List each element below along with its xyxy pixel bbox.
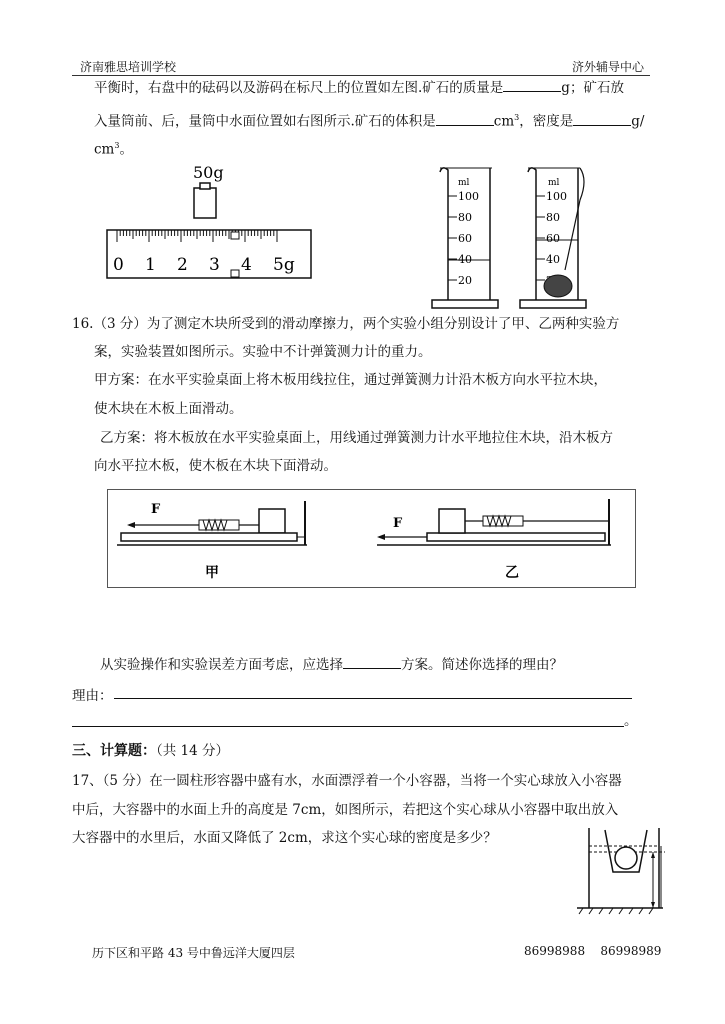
balance-ruler-figure [105, 160, 315, 285]
label-yi: 乙 [505, 565, 519, 581]
weight-label: 50g [193, 163, 224, 182]
q15-text: cm [493, 113, 515, 130]
q16-text: 方案。简述你选择的理由？ [401, 657, 563, 673]
ore-icon [544, 275, 572, 297]
tick-label: 5g [273, 255, 295, 275]
mark-label: 20 [458, 274, 472, 287]
answer-blank-mass [503, 79, 561, 92]
q15-line3 [94, 136, 133, 160]
superscript: 3 [514, 113, 520, 122]
mark-label: 40 [458, 253, 472, 266]
footer-address: 历下区和平路 43 号中鲁远洋大厦四层 [92, 946, 295, 960]
q16-line6: 向水平拉木板，使木板在木块下面滑动。 [94, 458, 337, 474]
q16-choose [100, 655, 563, 675]
q17-line2: 中后，大容器中的水面上升的高度是 7cm，如图所示，若把这个实心球从小容器中取出放入 [72, 802, 619, 818]
q16-line4: 使木块在木板上面滑动。 [94, 401, 243, 417]
force-label-left: F [151, 502, 161, 517]
mark-label: 40 [546, 253, 560, 266]
rider-bottom [231, 270, 239, 277]
cylinder-before [432, 168, 498, 308]
end-mark: 。 [624, 713, 638, 729]
superscript: 3 [114, 141, 120, 150]
q16-text: 从实验操作和实验误差方面考虑，应选择 [100, 657, 343, 673]
section-points: （共 14 分） [156, 743, 230, 759]
q15-text: 。 [119, 141, 133, 158]
q15-text: cm [94, 141, 115, 158]
string [565, 168, 584, 270]
reason-label: 理由： [72, 688, 113, 704]
q15-text: 入量筒前、后，量筒中水面位置如右图所示.矿石的体积是 [94, 113, 436, 130]
answer-line-reason-2 [72, 726, 624, 727]
answer-line-reason-1 [114, 698, 632, 699]
friction-figure [107, 489, 637, 589]
q17-line3: 大容器中的水里后，水面又降低了 2cm，求这个实心球的密度是多少？ [72, 830, 497, 846]
wood-board [427, 533, 605, 541]
mark-label: 100 [458, 190, 479, 203]
answer-blank-plan [343, 656, 401, 669]
mark-label: 60 [546, 232, 560, 245]
q15-text: ，密度是 [519, 113, 574, 130]
cylinders-figure [430, 160, 610, 315]
q15-line2 [94, 108, 644, 132]
answer-blank-density [573, 113, 631, 126]
cylinder-after [520, 168, 586, 308]
tick-label: 4 [241, 255, 252, 275]
header-rule [72, 75, 650, 76]
q17-line1: 17、（5 分）在一圆柱形容器中盛有水，水面漂浮着一个小容器，当将一个实心球放入小容器 [72, 773, 622, 789]
q15-line1 [94, 78, 624, 98]
answer-blank-volume [436, 113, 494, 126]
footer-phones: 86998988 86998989 [524, 944, 662, 958]
mark-label: 60 [458, 232, 472, 245]
mark-label: 100 [546, 190, 567, 203]
wood-block [259, 509, 285, 533]
tick-label: 3 [209, 255, 220, 275]
rider-top [231, 232, 239, 239]
q16-line3: 甲方案：在水平实验桌面上将木板用线拉住，通过弹簧测力计沿木板方向水平拉木块， [94, 372, 607, 388]
wood-block [439, 509, 465, 533]
wood-board [121, 533, 297, 541]
tick-label: 2 [177, 255, 188, 275]
section-3-heading [72, 741, 229, 761]
mark-label: 80 [546, 211, 560, 224]
section-title: 三、计算题： [72, 743, 156, 759]
container-figure [575, 822, 665, 918]
weight-icon [194, 188, 216, 218]
q15-text: g/ [631, 113, 645, 130]
label-jia: 甲 [205, 565, 219, 581]
tick-label: 1 [145, 255, 156, 275]
force-label-right: F [393, 516, 403, 531]
q15-text: g；矿石放 [561, 80, 624, 96]
q16-line1: 16.（3 分）为了测定木块所受到的滑动摩擦力，两个实验小组分别设计了甲、乙两种实验方 [72, 316, 620, 332]
q15-text: 平衡时，右盘中的砝码以及游码在标尺上的位置如左图.矿石的质量是 [94, 80, 504, 96]
cylinder-unit: ml [548, 178, 560, 188]
solid-ball [615, 847, 637, 869]
q16-line2: 案，实验装置如图所示。实验中不计弹簧测力计的重力。 [94, 344, 432, 360]
mark-label: 80 [458, 211, 472, 224]
q16-line5: 乙方案：将木板放在水平实验桌面上，用线通过弹簧测力计水平地拉住木块，沿木板方 [100, 430, 613, 446]
header-center: 济外辅导中心 [572, 60, 645, 74]
header-school: 济南雅思培训学校 [80, 60, 177, 74]
cylinder-unit: ml [458, 178, 470, 188]
tick-label: 0 [113, 255, 124, 275]
